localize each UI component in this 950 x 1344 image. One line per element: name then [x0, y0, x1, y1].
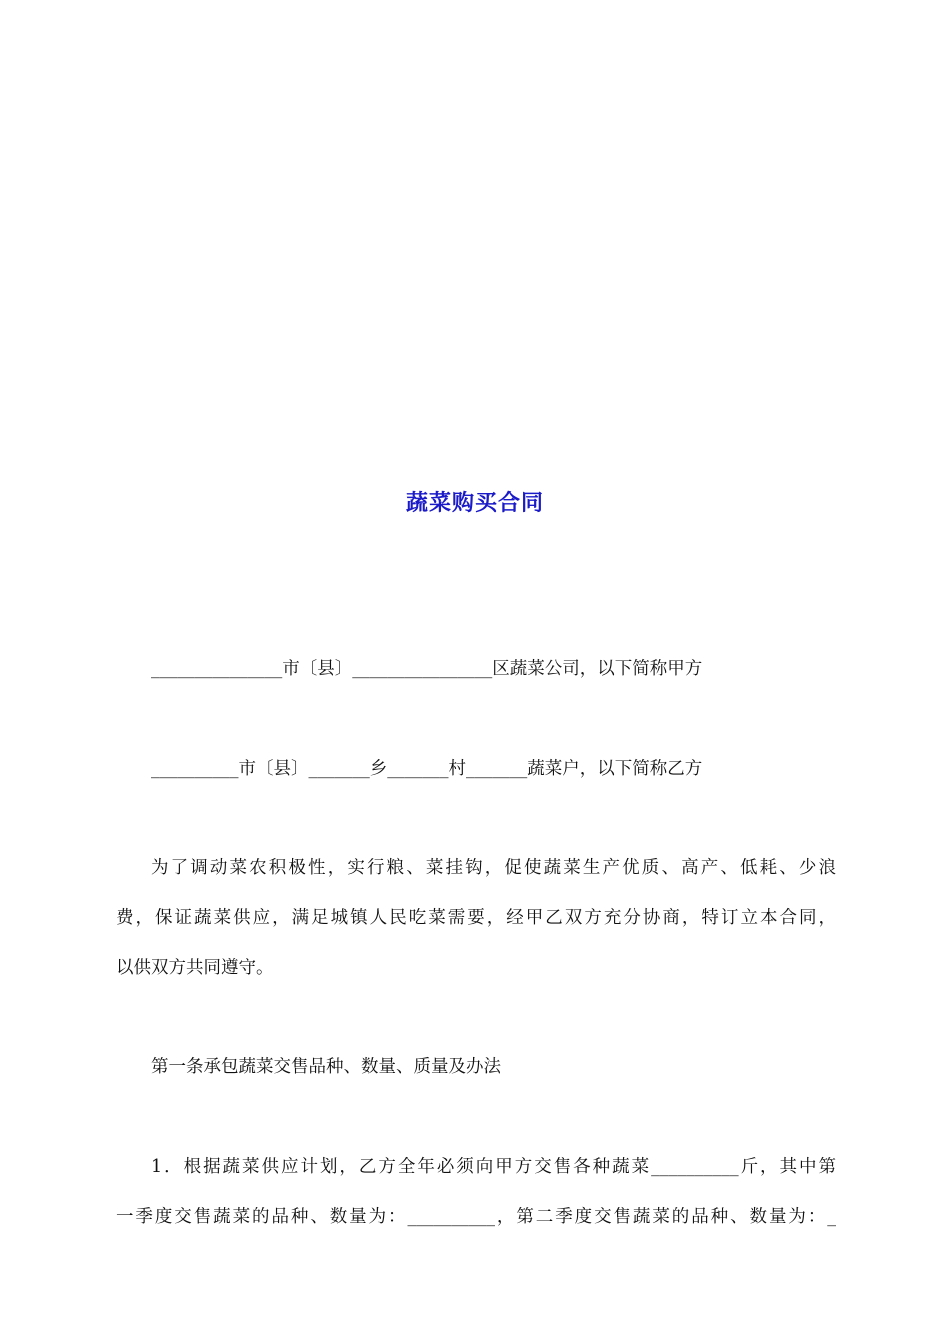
preamble-line-3: 以供双方共同遵守。 — [116, 958, 274, 978]
preamble-line-2: 费，保证蔬菜供应，满足城镇人民吃菜需要，经甲乙双方充分协商，特订立本合同， — [116, 908, 836, 928]
party-a-line: _______________市〔县〕________________区蔬菜公司，以下简称甲方 — [151, 659, 703, 679]
article-1-heading: 第一条承包蔬菜交售品种、数量、质量及办法 — [151, 1057, 501, 1077]
document-title: 蔬菜购买合同 — [405, 491, 544, 516]
clause-1-line-1: 1．根据蔬菜供应计划，乙方全年必须向甲方交售各种蔬菜__________斤，其中第 — [151, 1157, 836, 1177]
preamble-line-1: 为了调动菜农积极性，实行粮、菜挂钩，促使蔬菜生产优质、高产、低耗、少浪 — [151, 858, 836, 878]
party-b-line: __________市〔县〕_______乡_______村_______蔬菜户，以下简称乙方 — [151, 759, 703, 779]
clause-1-line-2: 一季度交售蔬菜的品种、数量为：__________，第二季度交售蔬菜的品种、数量为：_ — [116, 1207, 836, 1227]
preamble-paragraph — [116, 843, 836, 993]
clause-1-paragraph — [116, 1142, 836, 1242]
